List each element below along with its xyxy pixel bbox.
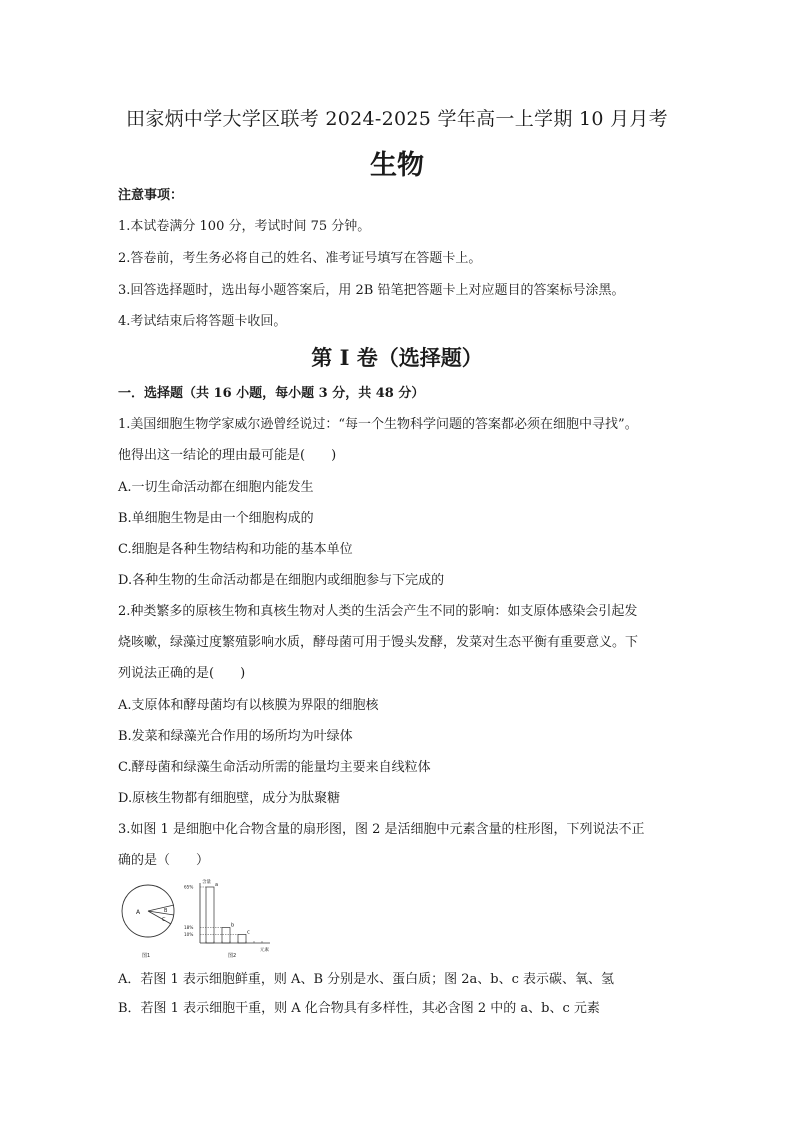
x-axis-label: 元素 (260, 948, 269, 953)
question-1-option-c: C.细胞是各种生物结构和功能的基本单位 (118, 542, 353, 557)
bar-chart (184, 878, 270, 959)
notice-item: 1.本试卷满分 100 分，考试时间 75 分钟。 (118, 219, 371, 234)
question-1-stem: 他得出这一结论的理由最可能是( ) (118, 448, 337, 463)
question-2-stem: 烧咳嗽，绿藻过度繁殖影响水质，酵母菌可用于馒头发酵，发菜对生态平衡有重要意义。下 (118, 635, 639, 650)
pie-divider (148, 905, 174, 911)
bar-label-b: b (231, 922, 235, 929)
question-3-option-b: B．若图 1 表示细胞干重，则 A 化合物具有多样性，其必含图 2 中的 a、b、c 元素 (118, 1001, 600, 1016)
fig2-caption: 图2 (228, 953, 237, 959)
question-3-stem: 确的是（ ） (118, 853, 210, 868)
y-tick-label: 65% (184, 884, 194, 890)
bar-label-a: a (215, 882, 219, 888)
bar-b (222, 927, 230, 943)
pie-chart (122, 885, 174, 959)
y-tick-label: 18% (184, 924, 194, 930)
question-2-stem: 2.种类繁多的原核生物和真核生物对人类的生活会产生不同的影响：如支原体感染会引起发 (118, 604, 638, 619)
question-1-option-b: B.单细胞生物是由一个细胞构成的 (118, 511, 314, 526)
question-2-stem: 列说法正确的是( ) (118, 666, 246, 681)
y-tick-label: 10% (184, 931, 194, 937)
question-2-option-a: A.支原体和酵母菌均有以核膜为界限的细胞核 (118, 698, 379, 713)
pie-label-c: C (162, 917, 166, 923)
bar-group (184, 882, 262, 943)
pie-label-b: B (164, 908, 168, 914)
notice-item: 3.回答选择题时，选出每小题答案后，用 2B 铅笔把答题卡上对应题目的答案标号涂黑。 (118, 283, 625, 298)
question-1-stem: 1.美国细胞生物学家威尔逊曾经说过：“每一个生物科学问题的答案都必须在细胞中寻找”。 (118, 417, 638, 432)
question-3-stem: 3.如图 1 是细胞中化合物含量的扇形图，图 2 是活细胞中元素含量的柱形图，下列说法不正 (118, 822, 645, 837)
question-1-option-a: A.一切生命活动都在细胞内能发生 (118, 480, 314, 495)
fig1-caption: 图1 (142, 953, 151, 959)
section-title: 第 I 卷（选择题） (311, 345, 483, 370)
question-3-figure (118, 877, 278, 961)
pie-label-a: A (136, 909, 141, 916)
figure-svg (118, 877, 278, 961)
notice-item: 2.答卷前，考生务必将自己的姓名、准考证号填写在答题卡上。 (118, 251, 482, 266)
bar-c (238, 934, 246, 943)
notice-heading: 注意事项： (118, 188, 184, 203)
bar-label-c: c (247, 929, 250, 936)
exam-title: 田家炳中学大学区联考 2024-2025 学年高一上学期 10 月月考 (126, 108, 668, 130)
question-2-option-d: D.原核生物都有细胞壁，成分为肽聚糖 (118, 791, 341, 806)
question-3-option-a: A．若图 1 表示细胞鲜重，则 A、B 分别是水、蛋白质；图 2a、b、c 表示碳、氧、氢 (118, 972, 615, 987)
part-heading: 一．选择题（共 16 小题，每小题 3 分，共 48 分） (118, 386, 425, 401)
y-axis-label: 含量 (202, 880, 211, 885)
question-2-option-b: B.发菜和绿藻光合作用的场所均为叶绿体 (118, 729, 353, 744)
subject-title: 生物 (370, 150, 424, 181)
question-2-option-c: C.酵母菌和绿藻生命活动所需的能量均主要来自线粒体 (118, 760, 431, 775)
question-1-option-d: D.各种生物的生命活动都是在细胞内或细胞参与下完成的 (118, 573, 445, 588)
notice-item: 4.考试结束后将答题卡收回。 (118, 314, 287, 329)
